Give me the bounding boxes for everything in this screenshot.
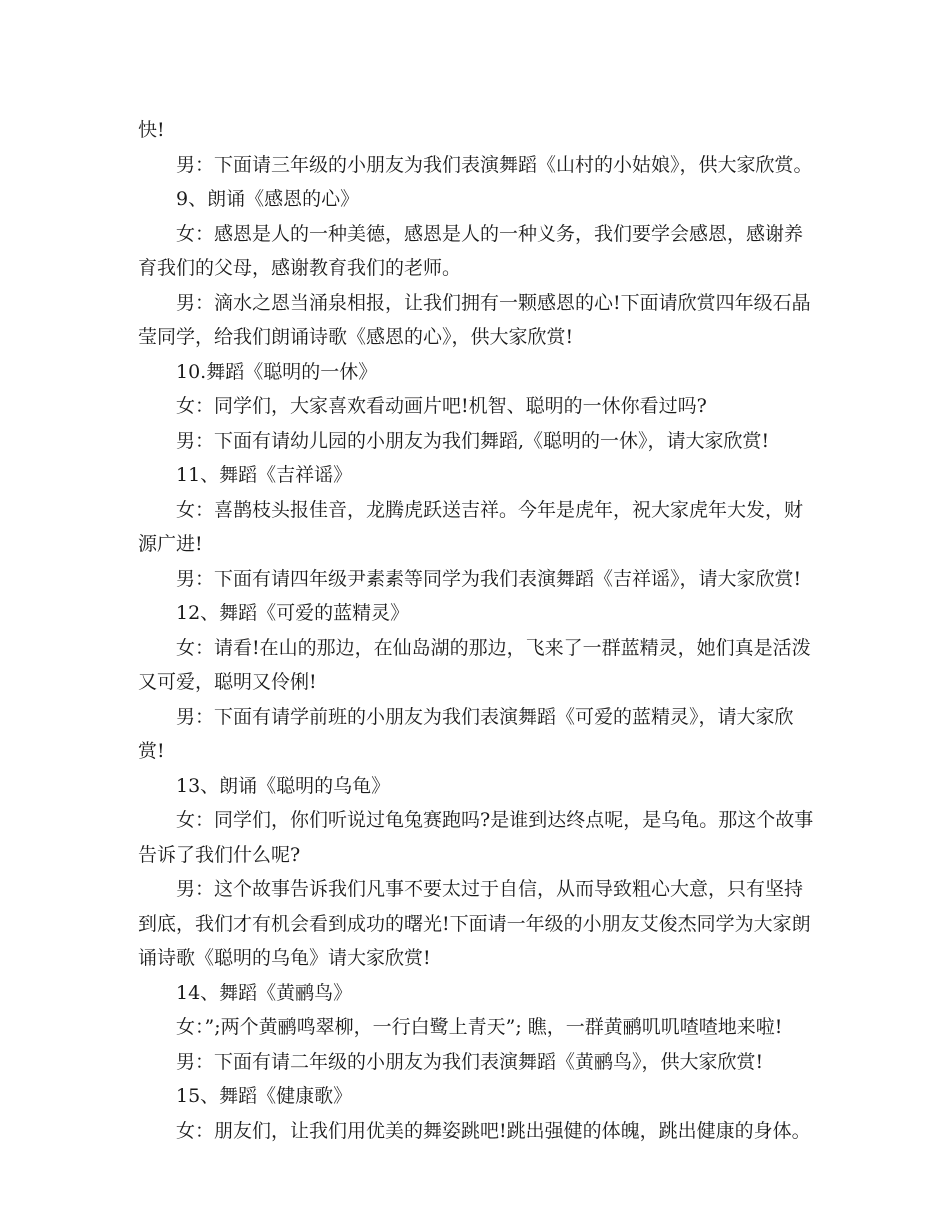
program-item-13: 13、朗诵《聪明的乌龟》 (176, 774, 391, 797)
program-item-10: 10.舞蹈《聪明的一休》 (176, 360, 378, 383)
program-item-9: 9、朗诵《感恩的心》 (176, 188, 360, 210)
paragraph-female-oriole: 女：”;两个黄鹂鸣翠柳，一行白鹭上青天”; 瞧，一群黄鹂叽叽喳喳地来啦! (176, 1016, 783, 1038)
paragraph-female-ikkyu: 女：同学们，大家喜欢看动画片吧!机智、聪明的一休你看过吗? (176, 395, 707, 417)
paragraph-male-turtle: 男：这个故事告诉我们凡事不要太过于自信，从而导致粗心大意，只有坚持到底，我们才有机会看到成功的曙光!下面请一年级的小朋友艾俊杰同学为大家朗诵诗歌《聪明的乌龟》请大家欣赏! (138, 878, 811, 969)
paragraph-male-ikkyu: 男：下面有请幼儿园的小朋友为我们舞蹈,《聪明的一休》，请大家欣赏! (176, 429, 770, 452)
paragraph-female-health-song: 女：朋友们，让我们用优美的舞姿跳吧!跳出强健的体魄，跳出健康的身体。 (176, 1119, 811, 1142)
paragraph-male-oriole: 男：下面有请二年级的小朋友为我们表演舞蹈《黄鹂鸟》，供大家欣赏! (176, 1050, 764, 1073)
paragraph-female-turtle: 女：同学们，你们听说过龟兔赛跑吗?是谁到达终点呢，是乌龟。那这个故事告诉了我们什么呢? (138, 809, 814, 866)
program-item-12: 12、舞蹈《可爱的蓝精灵》 (176, 602, 410, 624)
paragraph-male-auspicious: 男：下面有请四年级尹素素等同学为我们表演舞蹈《吉祥谣》，请大家欣赏! (176, 567, 802, 590)
document-body (138, 113, 818, 1148)
program-item-14: 14、舞蹈《黄鹂鸟》 (176, 981, 353, 1004)
paragraph-female-auspicious: 女：喜鹊枝头报佳音，龙腾虎跃送吉祥。今年是虎年，祝大家虎年大发，财源广进! (138, 498, 804, 555)
paragraph-female-smurfs: 女：请看!在山的那边，在仙岛湖的那边，飞来了一群蓝精灵，她们真是活泼又可爱，聪明又伶俐! (138, 636, 811, 693)
paragraph-male-intro-dance-village-girl: 男：下面请三年级的小朋友为我们表演舞蹈《山村的小姑娘》，供大家欣赏。 (176, 153, 813, 176)
paragraph-male-smurfs: 男：下面有请学前班的小朋友为我们表演舞蹈《可爱的蓝精灵》，请大家欣赏! (138, 705, 794, 762)
paragraph-continuation: 快! (138, 119, 165, 141)
paragraph-female-gratitude: 女：感恩是人的一种美德，感恩是人的一种义务，我们要学会感恩，感谢养育我们的父母，感谢教育我们的老师。 (138, 222, 804, 279)
program-item-15: 15、舞蹈《健康歌》 (176, 1085, 353, 1107)
paragraph-male-gratitude: 男：滴水之恩当涌泉相报，让我们拥有一颗感恩的心!下面请欣赏四年级石晶莹同学，给我们朗诵诗歌《感恩的心》，供大家欣赏! (138, 291, 811, 348)
program-item-11: 11、舞蹈《吉祥谣》 (176, 464, 353, 486)
